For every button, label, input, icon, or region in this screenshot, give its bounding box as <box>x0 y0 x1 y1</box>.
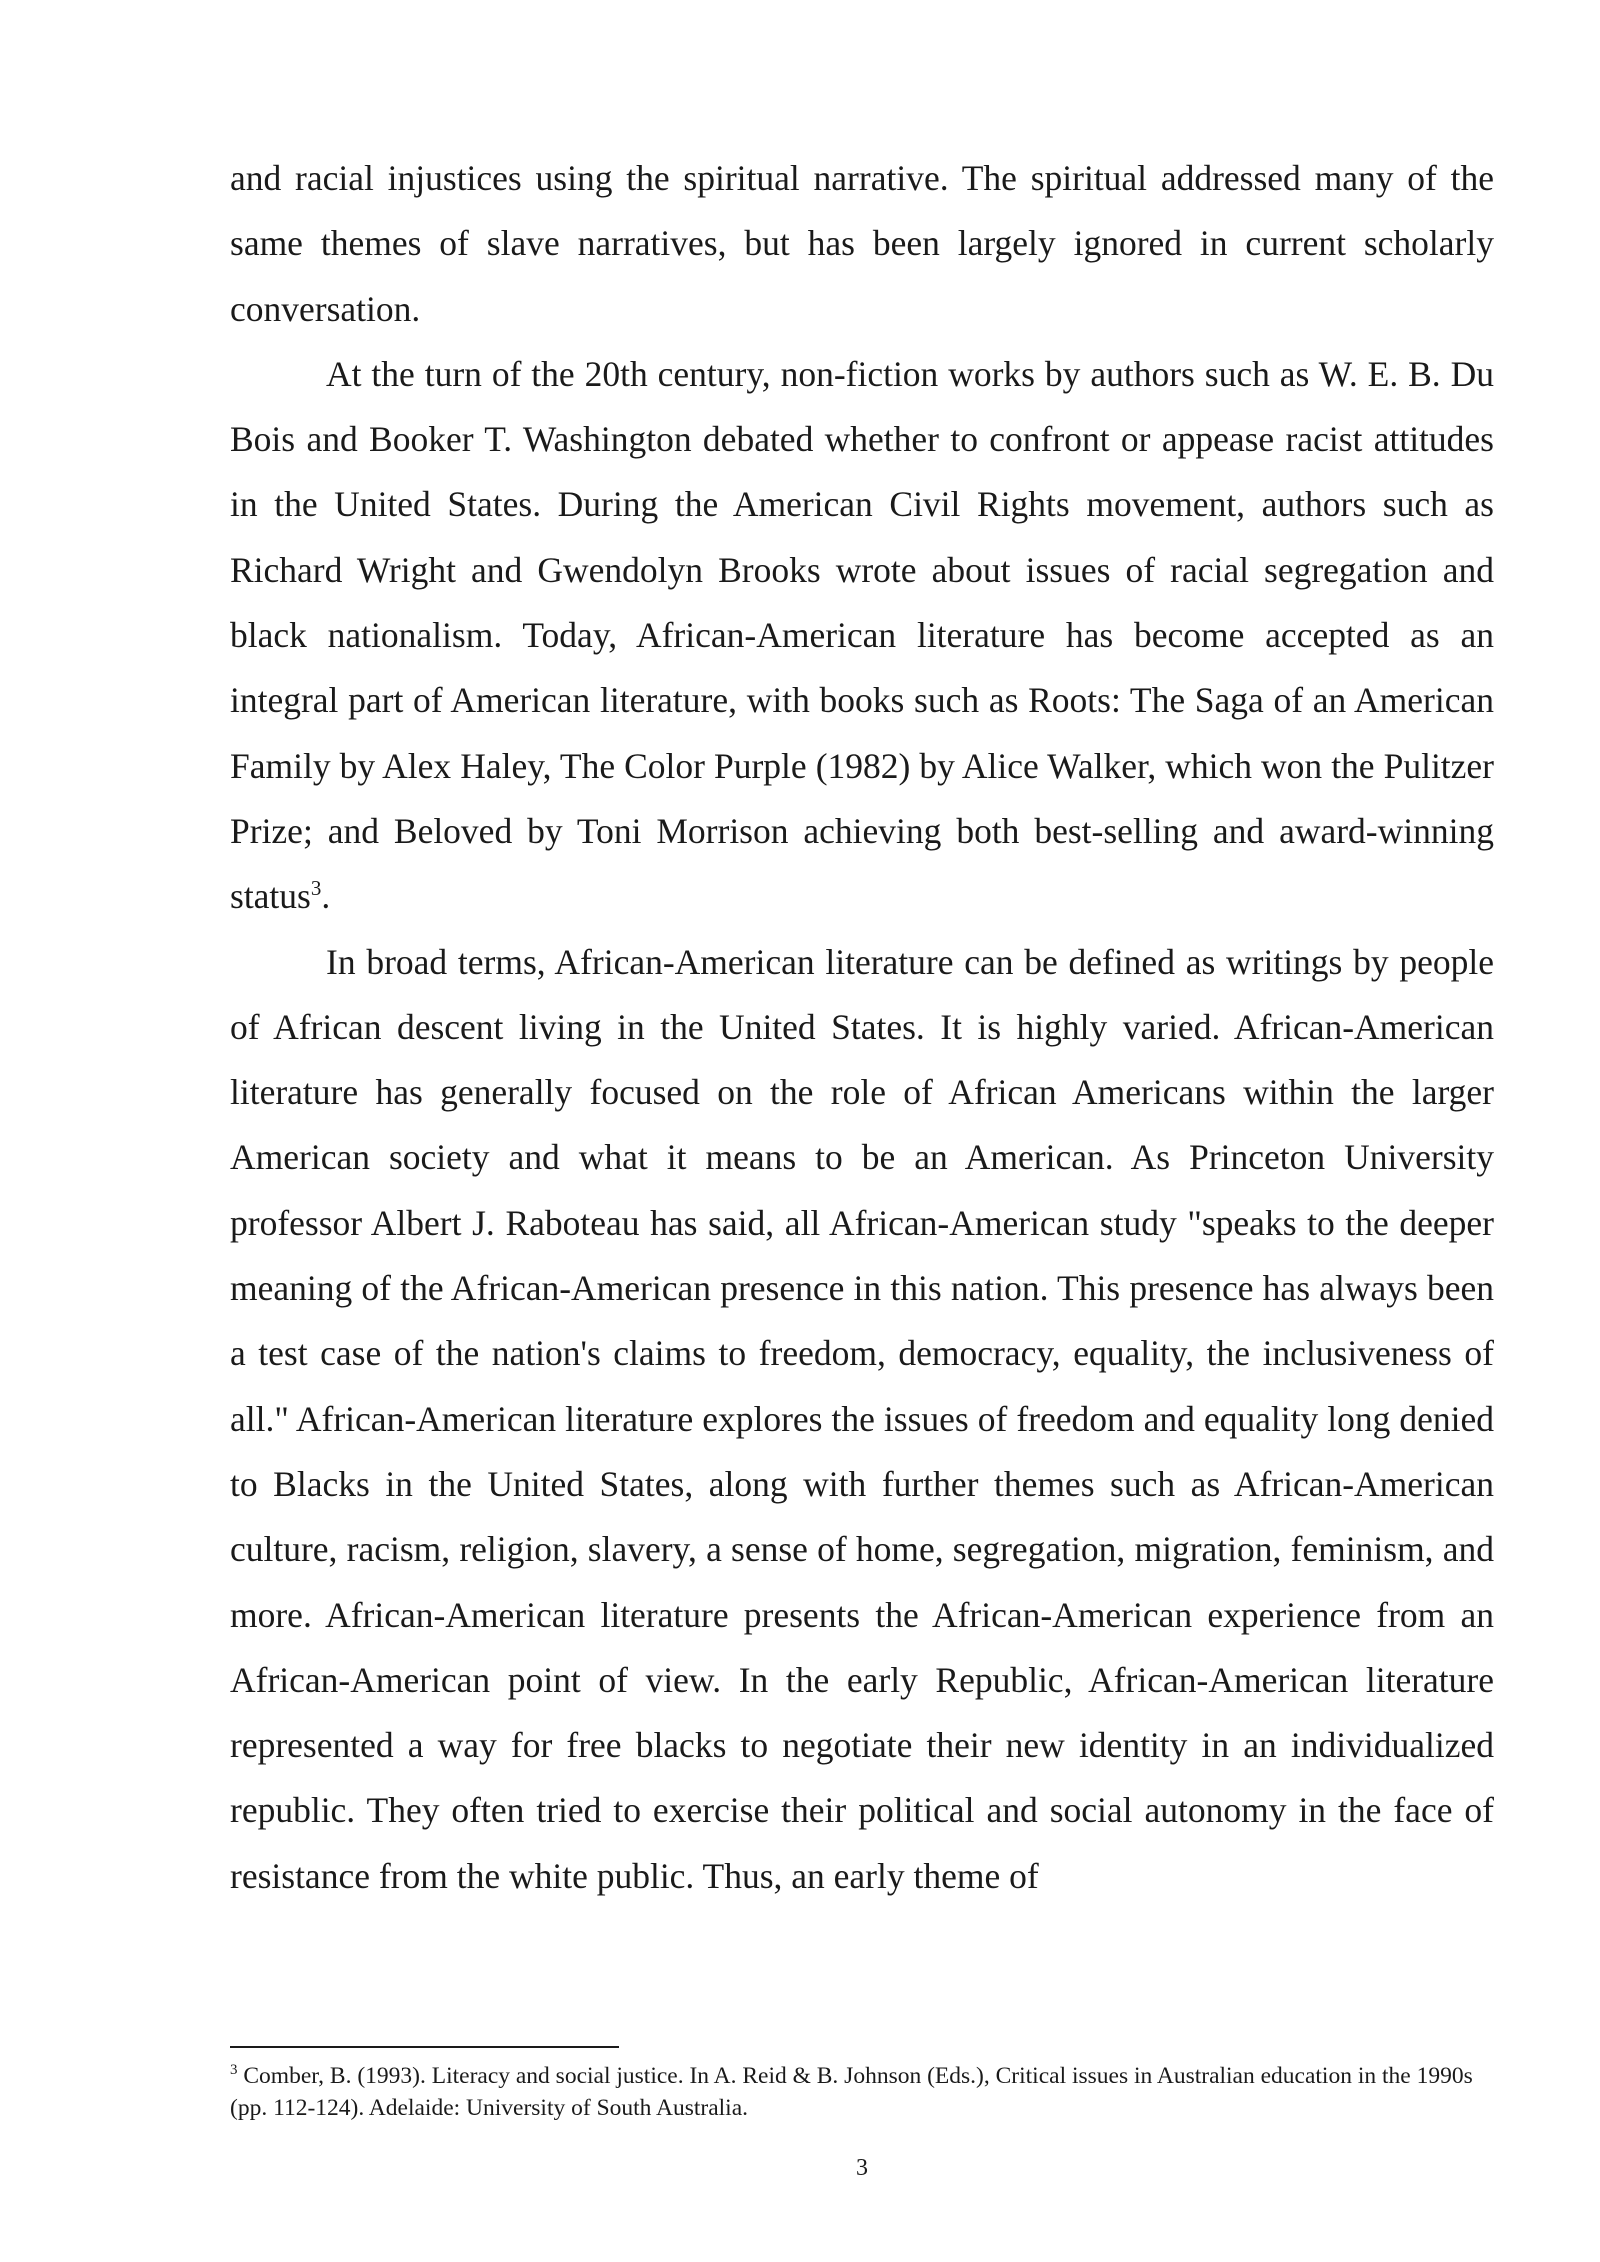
body-text <box>230 146 1494 1909</box>
page-number: 3 <box>856 2155 868 2181</box>
footnote-marker: 3 <box>230 2062 238 2079</box>
footnote-separator <box>230 2046 619 2048</box>
paragraph-continuation: and racial injustices using the spiritual narrative. The spiritual addressed many of the same themes of slave narratives, but has been largely ignored in current scholarly conversation. <box>230 158 1494 329</box>
paragraph-20th-century-authors <box>230 342 1494 930</box>
paragraph-text: At the turn of the 20th century, non-fiction works by authors such as W. E. B. Du Bois and Booker T. Washington debated whether to confront or appease racist attitudes in the United States. During the American Civil Rights movement, authors such as Richard Wright and Gwendolyn Brooks wrote about issues of racial segregation and black nationalism. Today, African-American literature has become accepted as an integral part of American literature, with books such as Roots: The Saga of an American Family by Alex Haley, The Color Purple (1982) by Alice Walker, which won the Pulitzer Prize; and Beloved by Toni Morrison achieving both best-selling and award-winning status <box>230 353 1494 917</box>
paragraph-broad-terms: In broad terms, African-American literature can be defined as writings by people of African descent living in the United States. It is highly varied. African-American literature has generally focused on the role of African Americans within the larger American society and what it means to be an American. As Princeton University professor Albert J. Raboteau has said, all African-American study "speaks to the deeper meaning of the African-American presence in this nation. This presence has always been a test case of the nation's claims to freedom, democracy, equality, the inclusiveness of all." African-American literature explores the issues of freedom and equality long denied to Blacks in the United States, along with further themes such as African-American culture, racism, religion, slavery, a sense of home, segregation, migration, feminism, and more. African-American literature presents the African-American experience from an African-American point of view. In the early Republic, African-American literature represented a way for free blacks to negotiate their new identity in an individualized republic. They often tried to exercise their political and social autonomy in the face of resistance from the white public. Thus, an early theme of <box>230 941 1494 1896</box>
footnote-reference: 3 <box>310 876 322 901</box>
footnote-text: Comber, B. (1993). Literacy and social justice. In A. Reid & B. Johnson (Eds.), Critical issues in Australian education in the 1990s (pp. 112-124). Adelaide: University of South Australia. <box>230 2063 1473 2121</box>
footnote <box>230 2060 1494 2124</box>
paragraph-tail: . <box>321 876 331 917</box>
